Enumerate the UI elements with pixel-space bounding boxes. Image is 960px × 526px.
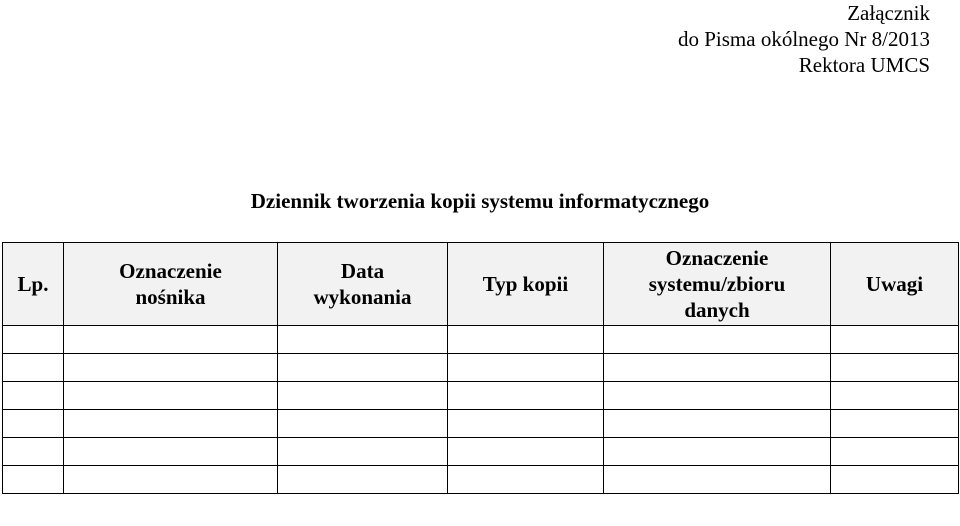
column-header-copy-type xyxy=(448,243,604,326)
column-header-date xyxy=(278,243,448,326)
table-row xyxy=(3,466,959,494)
attachment-note xyxy=(678,0,930,78)
document-title: Dziennik tworzenia kopii systemu informatycznego xyxy=(250,189,710,213)
table-header-row xyxy=(3,243,959,326)
table-cell xyxy=(3,354,64,382)
backup-log-table xyxy=(2,242,959,494)
table-cell xyxy=(831,438,959,466)
table-cell xyxy=(278,382,448,410)
column-header-label: Data wykonania xyxy=(313,259,412,309)
table-cell xyxy=(831,326,959,354)
column-header-label: Oznaczenie systemu/zbioru danych xyxy=(648,246,786,322)
table-cell xyxy=(64,326,278,354)
table-cell xyxy=(64,382,278,410)
attachment-note-line: Rektora UMCS xyxy=(798,53,930,77)
table-cell xyxy=(604,354,831,382)
table-cell xyxy=(3,326,64,354)
table-cell xyxy=(604,382,831,410)
table-cell xyxy=(448,410,604,438)
table-cell xyxy=(831,410,959,438)
table-cell xyxy=(3,466,64,494)
table-cell xyxy=(448,466,604,494)
column-header-remarks xyxy=(831,243,959,326)
table-cell xyxy=(64,410,278,438)
table-cell xyxy=(604,438,831,466)
column-header-media-label xyxy=(64,243,278,326)
table-cell xyxy=(3,382,64,410)
table-cell xyxy=(831,382,959,410)
attachment-note-line: do Pisma okólnego Nr 8/2013 xyxy=(678,27,930,51)
table-cell xyxy=(831,354,959,382)
attachment-note-line: Załącznik xyxy=(847,1,930,25)
table-cell xyxy=(278,354,448,382)
column-header-label: Uwagi xyxy=(865,272,924,296)
column-header-label: Lp. xyxy=(17,272,49,296)
column-header-lp xyxy=(3,243,64,326)
column-header-label: Oznaczenie nośnika xyxy=(119,259,222,309)
table-row xyxy=(3,410,959,438)
table-cell xyxy=(448,438,604,466)
table-row xyxy=(3,326,959,354)
table-cell xyxy=(448,326,604,354)
table-cell xyxy=(448,354,604,382)
table-cell xyxy=(278,438,448,466)
table-cell xyxy=(831,466,959,494)
table-row xyxy=(3,438,959,466)
table-cell xyxy=(3,438,64,466)
table-cell xyxy=(64,466,278,494)
table-cell xyxy=(448,382,604,410)
column-header-system-label xyxy=(604,243,831,326)
table-cell xyxy=(278,410,448,438)
table-cell xyxy=(604,326,831,354)
table-cell xyxy=(64,438,278,466)
table-cell xyxy=(604,410,831,438)
column-header-label: Typ kopii xyxy=(482,272,569,296)
table-row xyxy=(3,354,959,382)
table-cell xyxy=(604,466,831,494)
table-cell xyxy=(278,466,448,494)
table-cell xyxy=(64,354,278,382)
table-row xyxy=(3,382,959,410)
table-cell xyxy=(278,326,448,354)
table-cell xyxy=(3,410,64,438)
